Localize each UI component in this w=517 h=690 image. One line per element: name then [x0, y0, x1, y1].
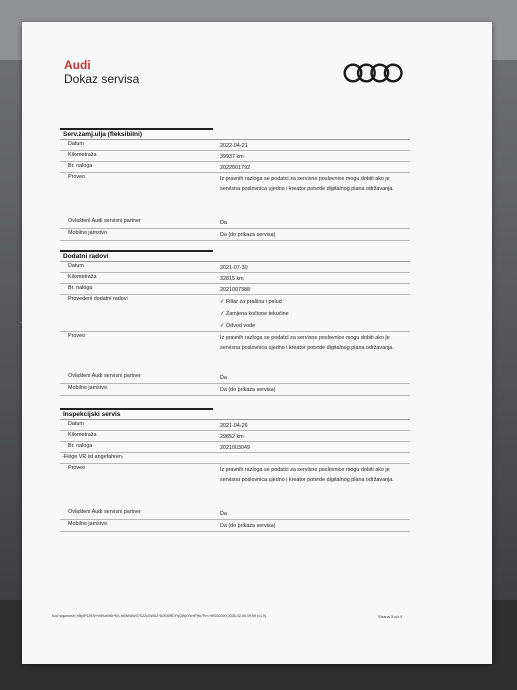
- table-row: [60, 464, 410, 508]
- table-row: [60, 162, 410, 173]
- check-icon: ✓: [220, 299, 227, 305]
- table-row: [60, 332, 410, 372]
- row-label: Proveo: [68, 333, 86, 339]
- row-label: Datum: [68, 263, 84, 269]
- table-row: [60, 262, 410, 273]
- section-inspection-service: [60, 408, 410, 532]
- row-value: 2021007388: [220, 287, 250, 293]
- security-code-footer: Kod sigurnosti: eBy8*5J9Sh*mRueM6r*Kh-tcMWd9z07SZZp3WAZ*bOE6lRDFqQWpYkmFHk7Pm HR030390 2026-02-06 09:59 (v1.0): [52, 614, 267, 618]
- row-value: Da: [220, 511, 227, 517]
- section-additional-work: [60, 250, 410, 396]
- row-value: Da (do prikaza servisa): [220, 387, 276, 393]
- row-label: Kilometraža: [68, 274, 97, 280]
- list-item: [220, 308, 408, 320]
- check-icon: ✓: [220, 311, 227, 317]
- work-items-list: [220, 296, 408, 332]
- row-label: Kilometraža: [68, 152, 97, 158]
- table-row: [60, 295, 410, 332]
- row-value: 29852 km: [220, 434, 244, 440]
- work-item-label: Zamjena kočione tekućine: [226, 311, 289, 317]
- table-row: [60, 173, 410, 217]
- row-label: Mobilno jamstvo: [68, 385, 107, 391]
- row-label: Br. naloga: [68, 443, 93, 449]
- table-row: [60, 229, 410, 241]
- row-value: Iz pravnih razloga se podatci za servisne poslovnice mogu dobiti ako je servisna poslovnica ujedno i kreator potvrde digitalnog plana održavanja.: [220, 335, 394, 351]
- table-row: [60, 151, 410, 162]
- row-label: Proveo: [68, 465, 86, 471]
- table-row: [60, 140, 410, 151]
- row-label: Br. naloga: [68, 163, 93, 169]
- row-value: Iz pravnih razloga se podatci za servisne poslovnice mogu dobiti ako je servisna poslovnica ujedno i kreator potvrde digitalnog plana održavanja.: [220, 176, 394, 192]
- brand-label: Audi: [64, 58, 91, 72]
- work-item-label: Filtar za prašinu i pelud: [226, 299, 282, 305]
- row-value: Da: [220, 375, 227, 381]
- row-label: Br. naloga: [68, 285, 93, 291]
- row-value: Iz pravnih razloga se podatci za servisne poslovnice mogu dobiti ako je servisna poslovnica ujedno i kreator potvrde digitalnog plana održavanja.: [220, 467, 394, 483]
- row-label: Ovlašteni Audi servisni partner: [68, 509, 141, 515]
- table-row: [60, 520, 410, 532]
- section-title: Dodatni radovi: [60, 250, 213, 262]
- row-label: Kilometraža: [68, 432, 97, 438]
- row-label: Datum: [68, 421, 84, 427]
- section-title: Serv.zamj.ulja (fleksibilni): [60, 128, 213, 140]
- row-value: 2022001792: [220, 165, 250, 171]
- row-value: Da: [220, 220, 227, 226]
- row-label: Ovlašteni Audi servisni partner: [68, 373, 141, 379]
- row-label: Mobilno jamstvo: [68, 230, 107, 236]
- table-row: [60, 431, 410, 442]
- row-label: Ovlašteni Audi servisni partner: [68, 218, 141, 224]
- row-value: 2021-04-26: [220, 423, 248, 429]
- row-value: 39937 km: [220, 154, 244, 160]
- table-row: [60, 384, 410, 396]
- check-icon: ✓: [220, 323, 227, 329]
- table-row: [60, 372, 410, 384]
- section-title: Inspekcijski servis: [60, 408, 213, 420]
- work-item-label: Odvod vode: [226, 323, 256, 329]
- table-row: [60, 453, 410, 464]
- row-label: Provedeni dodatni radovi: [68, 296, 128, 302]
- table-row: [60, 508, 410, 520]
- table-row: [60, 273, 410, 284]
- list-item: [220, 296, 408, 308]
- row-value: Da (do prikaza servisa): [220, 523, 276, 529]
- audi-four-rings-icon: [343, 62, 403, 84]
- page-number: Strana 3 od 4: [378, 614, 403, 619]
- table-row: [60, 284, 410, 295]
- section-oil-service: [60, 128, 410, 241]
- row-label: Proveo: [68, 174, 86, 180]
- document-title: Dokaz servisa: [64, 72, 140, 86]
- table-row: [60, 442, 410, 453]
- row-value: 2022-04-21: [220, 143, 248, 149]
- row-value: Da (do prikaza servisa): [220, 232, 276, 238]
- row-label: Mobilno jamstvo: [68, 521, 107, 527]
- list-item: [220, 320, 408, 332]
- table-row: [60, 420, 410, 431]
- table-row: [60, 217, 410, 229]
- row-value: 2021-07-30: [220, 265, 248, 271]
- row-label: Datum: [68, 141, 84, 147]
- row-value: 2021003049: [220, 445, 250, 451]
- row-value: 32815 km: [220, 276, 244, 282]
- row-label: -Felge VR ist angefahren,: [62, 454, 124, 460]
